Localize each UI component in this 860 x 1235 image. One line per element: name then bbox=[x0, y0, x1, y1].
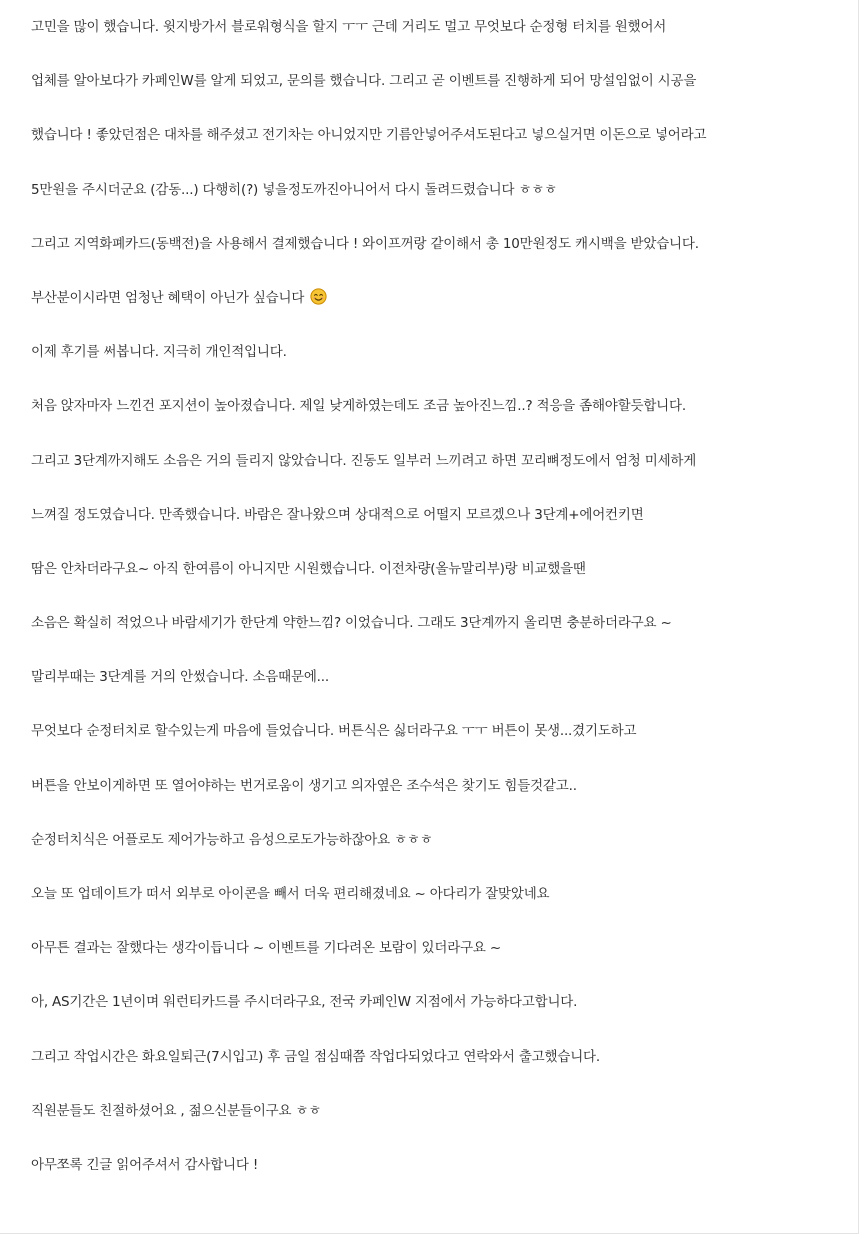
paragraph-text: 5만원을 주시더군요 (감동...) 다행히(?) 넣을정도까진아니어서 다시 돌려드렸습니다 ㅎㅎㅎ bbox=[31, 181, 557, 198]
paragraph-line bbox=[31, 447, 836, 501]
paragraph-line bbox=[31, 121, 836, 175]
paragraph-text: 그리고 지역화폐카드(동백전)을 사용해서 결제했습니다 ! 와이프꺼랑 같이해서 총 10만원정도 캐시백을 받았습니다. bbox=[31, 235, 699, 252]
paragraph-line bbox=[31, 501, 836, 555]
paragraph-line bbox=[31, 934, 836, 988]
paragraph-line bbox=[31, 230, 836, 284]
paragraph-text: 순정터치식은 어플로도 제어가능하고 음성으로도가능하잖아요 ㅎㅎㅎ bbox=[31, 831, 433, 848]
paragraph-text: 했습니다 ! 좋았던점은 대차를 해주셨고 전기차는 아니었지만 기름안넣어주셔도된다고 넣으실거면 이돈으로 넣어라고 bbox=[31, 127, 707, 144]
paragraph-text: 아무쪼록 긴글 읽어주셔서 감사합니다 ! bbox=[31, 1156, 259, 1173]
paragraph-text: 그리고 3단계까지해도 소음은 거의 들리지 않았습니다. 진동도 일부러 느끼려고 하면 꼬리뼈정도에서 엄청 미세하게 bbox=[31, 452, 697, 469]
paragraph-list bbox=[31, 13, 836, 1205]
paragraph-line bbox=[31, 880, 836, 934]
paragraph-text: 땀은 안차더라구요~ 아직 한여름이 아니지만 시원했습니다. 이전차량(올뉴말리부)랑 비교했을땐 bbox=[31, 560, 586, 577]
paragraph-line bbox=[31, 176, 836, 230]
paragraph-line bbox=[31, 392, 836, 446]
paragraph-line bbox=[31, 284, 836, 338]
paragraph-text: 그리고 작업시간은 화요일퇴근(7시입고) 후 금일 점심때쯤 작업다되었다고 연락와서 출고했습니다. bbox=[31, 1048, 600, 1065]
paragraph-line bbox=[31, 663, 836, 717]
paragraph-line bbox=[31, 1151, 836, 1205]
paragraph-text: 이제 후기를 써봅니다. 지극히 개인적입니다. bbox=[31, 344, 287, 361]
paragraph-text: 오늘 또 업데이트가 떠서 외부로 아이콘을 빼서 더욱 편리해졌네요 ~ 아다리가 잘맞았네요 bbox=[31, 886, 550, 902]
paragraph-line bbox=[31, 772, 836, 826]
paragraph-text: 직원분들도 친절하셨어요 , 젊으신분들이구요 ㅎㅎ bbox=[31, 1102, 322, 1119]
smiling-face-icon bbox=[310, 287, 327, 304]
paragraph-text: 처음 앉자마자 느낀건 포지션이 높아졌습니다. 제일 낮게하였는데도 조금 높아진느낌..? 적응을 좀해야할듯합니다. bbox=[31, 398, 686, 415]
paragraph-line bbox=[31, 988, 836, 1042]
paragraph-line bbox=[31, 67, 836, 121]
paragraph-text: 말리부때는 3단계를 거의 안썼습니다. 소음때문에... bbox=[31, 669, 329, 686]
paragraph-line bbox=[31, 717, 836, 771]
paragraph-text: 무엇보다 순정터치로 할수있는게 마음에 들었습니다. 버튼식은 싫더라구요 ㅜㅜ 버튼이 못생...겼기도하고 bbox=[31, 723, 637, 740]
paragraph-text: 버튼을 안보이게하면 또 열어야하는 번거로움이 생기고 의자옆은 조수석은 찾기도 힘들것같고.. bbox=[31, 777, 577, 794]
paragraph-line bbox=[31, 609, 836, 663]
paragraph-line bbox=[31, 1097, 836, 1151]
paragraph-line bbox=[31, 338, 836, 392]
paragraph-text: 아무튼 결과는 잘했다는 생각이듭니다 ~ 이벤트를 기다려온 보람이 있더라구요 ~ bbox=[31, 940, 501, 957]
paragraph-line bbox=[31, 826, 836, 880]
paragraph-line bbox=[31, 555, 836, 609]
paragraph-text: 느껴질 정도였습니다. 만족했습니다. 바람은 잘나왔으며 상대적으로 어떨지 모르겠으나 3단계+에어컨키면 bbox=[31, 506, 644, 523]
paragraph-text: 업체를 알아보다가 카페인W를 알게 되었고, 문의를 했습니다. 그리고 곧 이벤트를 진행하게 되어 망설임없이 시공을 bbox=[31, 73, 697, 90]
paragraph-text: 고민을 많이 했습니다. 윗지방가서 블로워형식을 할지 ㅜㅜ 근데 거리도 멀고 무엇보다 순정형 터치를 원했어서 bbox=[31, 19, 667, 35]
paragraph-line bbox=[31, 13, 836, 67]
paragraph-text: 부산분이시라면 엄청난 혜택이 아닌가 싶습니다 bbox=[31, 289, 305, 306]
paragraph-text: 소음은 확실히 적었으나 바람세기가 한단계 약한느낌? 이었습니다. 그래도 3단계까지 올리면 충분하더라구요 ~ bbox=[31, 615, 672, 632]
paragraph-line bbox=[31, 1043, 836, 1097]
paragraph-text: 아, AS기간은 1년이며 워런티카드를 주시더라구요, 전국 카페인W 지점에서 가능하다고합니다. bbox=[31, 994, 578, 1011]
